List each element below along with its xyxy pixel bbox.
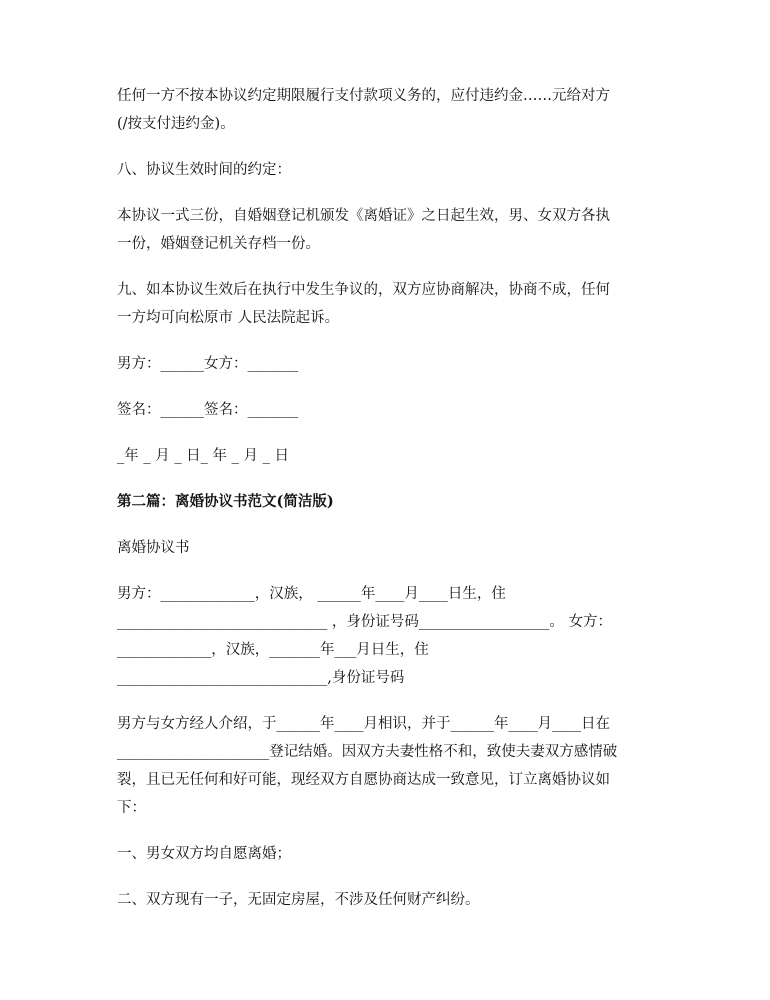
document-page [117,82,662,932]
text-line: 本协议一式三份，自婚姻登记机颁发《离婚证》之日起生效，男、女双方各执 [117,208,610,224]
party-details-paragraph [117,580,662,692]
second-article-heading: 第二篇：离婚协议书范文(简洁版) [117,493,334,510]
text-line: 九、如本协议生效后在执行中发生争议的，双方应协商解决，协商不成，任何 [117,282,610,298]
clause-one: 一、男女双方均自愿离婚； [117,846,291,862]
text-line: 男方与女方经人介绍，于______年____月相识，并于______年____月____日在 [117,716,610,732]
text-line: 裂，且已无任何和好可能，现经双方自愿协商达成一致意见，订立离婚协议如 [117,772,610,788]
text-line: 一方均可向松原市 人民法院起诉。 [117,310,340,326]
agreement-title: 离婚协议书 [117,540,190,556]
party-names-line: 男方：______女方：_______ [117,356,299,372]
section-eight-title: 八、协议生效时间的约定： [117,162,291,178]
marriage-background-paragraph [117,710,662,822]
text-line: 一份，婚姻登记机关存档一份。 [117,236,320,252]
text-line: _____________________________ ，身份证号码__________________。 女方： [117,614,612,630]
text-line: 任何一方不按本协议约定期限履行支付款项义务的，应付违约金……元给对方 [117,88,610,104]
signature-line: 签名：______签名：_______ [117,402,299,418]
paragraph-effective-clause [117,202,662,258]
paragraph-penalty-clause [117,82,662,138]
text-line: (/按支付违约金)。 [117,116,235,132]
text-line: _____________，汉族，_______年___月日生，住 [117,642,429,658]
text-line: 男方：_____________，汉族， ______年____月____日生，住 [117,586,506,602]
clause-two: 二、双方现有一子，无固定房屋，不涉及任何财产纠纷。 [117,892,480,908]
text-line: _____________________________,身份证号码 [117,670,405,686]
paragraph-dispute-clause [117,276,662,332]
text-line: _____________________登记结婚。因双方夫妻性格不和，致使夫妻双方感情破 [117,744,618,760]
date-line: _年 _ 月 _ 日_ 年 _ 月 _ 日 [117,448,289,464]
text-line: 下： [117,800,146,816]
